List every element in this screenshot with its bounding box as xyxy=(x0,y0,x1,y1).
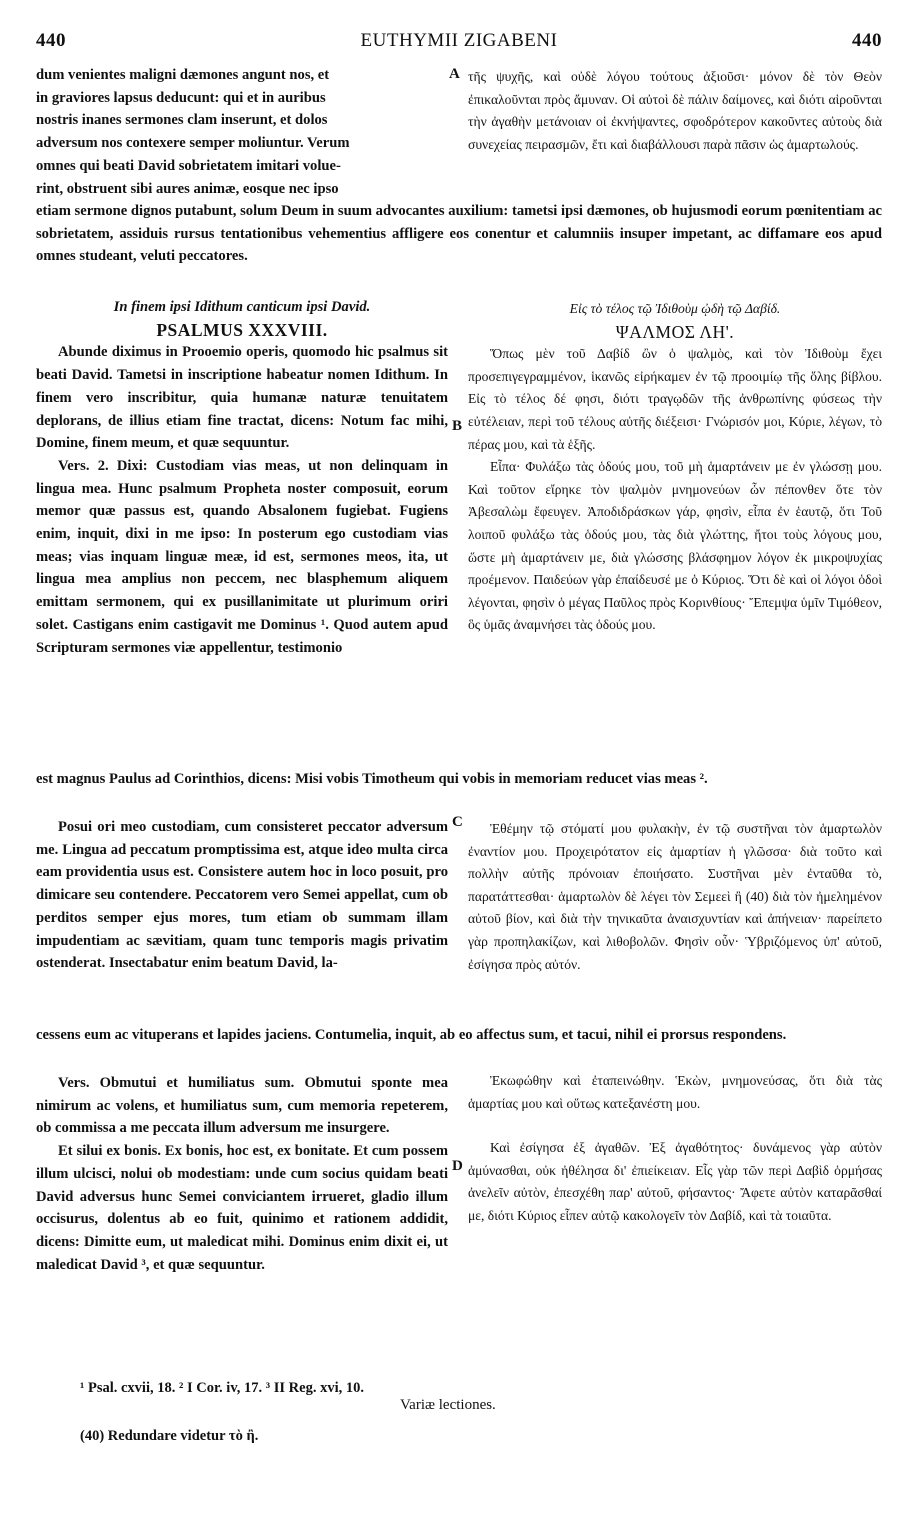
latin-column-2 xyxy=(36,816,448,1022)
greek-superscription: Εἰς τὸ τέλος τῷ Ἰδιθοὺμ ᾠδὴ τῷ Δαβίδ. xyxy=(569,301,781,316)
page-number-left: 440 xyxy=(36,30,66,51)
latin-top-line: dum venientes maligni dæmones angunt nos, et xyxy=(36,67,330,83)
latin-silui-paragraph: Et silui ex bonis. Ex bonis, hoc est, ex bonitate. Et cum possem illum ulcisci, nolui ob modestiam: unde cum socius quidam beati David adversus hunc Semei conviciantem irrueret, gladio illum occisurus, dolentus ab eo fuit, quinimo et rationem addidit, dicens: Dimitte eum, ut maledicat mihi. Dominus enim dixit ei, ut maledicat David ³, et quæ sequuntur. xyxy=(36,1143,448,1273)
latin-posui-paragraph: Posui ori meo custodiam, cum consisteret peccator adversum me. Lingua ad peccatum promptissima est, atque ideo multa circa eam providentia usus est. Consistere autem hoc in loco posuit, pro dimicare seu contendere. Peccatorem vero Semei appellat, cum ob perditos semper ejus mores, tum etiam ob summam illam impudentiam ac sævitiam, quam tunc temporis magis privatim ostenderat. Insectabatur enim beatum David, la- xyxy=(36,819,448,972)
variae-lectiones-heading: Variæ lectiones. xyxy=(400,1397,496,1413)
running-header xyxy=(36,30,882,56)
greek-column-1 xyxy=(468,298,882,774)
latin-column-1 xyxy=(36,296,448,774)
greek-column-3 xyxy=(468,1070,882,1368)
latin-top-line: omnes qui beati David sobrietatem imitari volue- xyxy=(36,157,341,174)
greek-top-column xyxy=(468,66,882,202)
margin-letter-c: C xyxy=(452,814,463,830)
latin-verse-2-continuation: est magnus Paulus ad Corinthios, dicens: Misi vobis Timotheum qui vobis in memoriam reducet vias meas ². xyxy=(36,771,708,787)
latin-top-line: in graviores lapsus deducunt: qui et in auribus xyxy=(36,89,326,106)
greek-verse-3-paragraph: Ἐκωφώθην καὶ ἐταπεινώθην. Ἑκὼν, μνημονεύσας, ὅτι διὰ τὰς ἁμαρτίας μου καὶ οὕτως κατεξανέστη μου. xyxy=(468,1073,882,1111)
latin-top-line: rint, obstruent sibi aures animæ, eosque nec ipso xyxy=(36,180,339,197)
latin-psalm-title: PSALMUS XXXVIII. xyxy=(156,319,328,340)
footnote-references: ¹ Psal. cxvii, 18. ² I Cor. iv, 17. ³ II Reg. xvi, 10. xyxy=(80,1380,364,1396)
margin-letter-b: B xyxy=(452,418,463,434)
latin-verse-3-paragraph: Vers. Obmutui et humiliatus sum. Obmutui sponte mea nimirum ac volens, et humiliatus sum, cum memoria repeterem, ob commissa a me peccata illum adversum me insurgere. xyxy=(36,1075,448,1137)
latin-intro-paragraph: Abunde diximus in Prooemio operis, quomodo hic psalmus sit beati David. Tametsi in inscriptione habeatur nomen Idithum. In finem vero inscribitur, quia humanæ naturæ tenuitatem deplorans, de illius etiam fine tractat, dicens: Notum fac mihi, Domine, finem meum, et quæ sequuntur. xyxy=(36,344,448,452)
latin-top-column xyxy=(36,64,444,202)
margin-letter-a: A xyxy=(449,66,460,82)
latin-column-3 xyxy=(36,1072,448,1368)
page-number-right: 440 xyxy=(852,30,882,51)
greek-column-2 xyxy=(468,818,882,1022)
latin-posui-continuation: cessens eum ac vituperans et lapides jaciens. Contumelia, inquit, ab eo affectus sum, et tacui, nihil ei prorsus respondens. xyxy=(36,1027,787,1043)
latin-top-line: adversum nos contexere semper moliuntur. Verum xyxy=(36,135,350,152)
greek-intro-paragraph: Ὅπως μὲν τοῦ Δαβίδ ὢν ὁ ψαλμὸς, καὶ τὸν Ἰδιθοὺμ ἔχει προσεπιγεγραμμένον, ἱκανῶς εἰρήκαμεν ἐν τῷ προοιμίῳ τῆς ὅλης βίβλου. Εἰς τὸ τέλος δέ φησι, διότι τραγῳδῶν τῆς ἀνθρωπίνης φύσεως τὴν εὐτέλειαν, περὶ τοῦ τέλους αὐτῆς διέξεισι· Γνώρισόν μοι, Κύριε, λέγων, τὸ πέρας μου, καὶ τὰ ἑξῆς. xyxy=(468,346,882,452)
greek-verse-2-paragraph: Εἶπα· Φυλάξω τὰς ὁδούς μου, τοῦ μὴ ἁμαρτάνειν με ἐν γλώσσῃ μου. Καὶ τοῦτον εἴρηκε τὸν ψαλμὸν μνημονεύων ὧν πέπονθεν ὅτε τὸν Ἀβεσαλὼμ ἔφευγεν. Ἀποδιδράσκων γάρ, φησὶν, εἶπα ἐν ἑαυτῷ, ὅτι Τοῦ λοιποῦ φυλάξω τὰς ὁδούς μου, τὰς διὰ γλώττης, ἤτοι τοὺς λόγους μου, ὥστε μὴ ἁμαρτάνειν με, διὰ γλώσσης βλάσφημον λόγον ἐκ μικροψυχίας προέμενον. Παιδεύων γὰρ ἐπαίδευσέ με ὁ Κύριος. Ὅτι δὲ καὶ οἱ λόγοι ὁδοὶ λέγονται, φησὶν ὁ μέγας Παῦλος πρὸς Κορινθίους· Ἔπεμψα ὑμῖν Τιμόθεον, ὃς ὑμᾶς ἀναμνήσει τὰς ὁδούς μου. xyxy=(468,459,882,633)
running-title: EUTHYMII ZIGABENI xyxy=(360,30,558,51)
latin-superscription: In finem ipsi Idithum canticum ipsi David. xyxy=(113,299,371,315)
greek-top-paragraph: τῆς ψυχῆς, καὶ οὐδὲ λόγου τούτους ἀξιοῦσι· μόνον δὲ τὸν Θεὸν ἐπικαλοῦνται πρὸς ἄμυναν. Οἱ αὐτοὶ δὲ πάλιν δαίμονες, καὶ διότι αἱροῦνται τὴν ἀγαθὴν μετάνοιαν οἱ ἐκνήψαντες, σφοδρότερον κακοῦντες αὐτοὺς διὰ συνεχείας πειρασμῶν, ἔτι καὶ διαβάλλουσι παρὰ πᾶσιν ὡς ἁμαρτωλούς. xyxy=(468,69,882,152)
greek-posui-paragraph: Ἐθέμην τῷ στόματί μου φυλακὴν, ἐν τῷ συστῆναι τὸν ἁμαρτωλὸν ἐναντίον μου. Προχειρότατον εἰς ἁμαρτίαν ἡ γλῶσσα· διὰ τοῦτο καὶ πολλὴν αὐτῆς πρόνοιαν ἐποιήσατο. Συστῆναι μὲν ἐνταῦθα τὸ, παρατάττεσθαι· ἁμαρτωλὸν δὲ λέγει τὸν Σεμεεὶ ἢ (40) διὰ τὸν ἠμελημένον αὐτοῦ βίον, καὶ διὰ τὴν τηνικαῦτα ἀναισχυντίαν καὶ ἀπήνειαν· παρείπετο γὰρ προπηλακίζων, καὶ λιθοβολῶν. Φησὶν οὖν· Ὑβριζόμενος ὑπ' αὐτοῦ, ἐσίγησα πρὸς αὐτόν. xyxy=(468,821,882,972)
footnote-40: (40) Redundare videtur τὸ ἢ. xyxy=(80,1428,259,1444)
greek-silui-paragraph: Καὶ ἐσίγησα ἐξ ἀγαθῶν. Ἐξ ἀγαθότητος· δυνάμενος γὰρ αὐτὸν ἀμύνασθαι, οὐκ ἠθέλησα δι' ἐπιείκειαν. Εἷς γὰρ τῶν περὶ Δαβὶδ ὁρμήσας ἀνελεῖν αὐτὸν, ἐπεσχέθη παρ' αὐτοῦ, φήσαντος· Ἄφετε αὐτὸν καταρᾶσθαί με, διότι Κύριος εἶπεν αὐτῷ κακολογεῖν τὸν Δαβίδ, καὶ τὰ τοιαῦτα. xyxy=(468,1140,882,1223)
latin-full-width-paragraph: etiam sermone dignos putabunt, solum Deum in suum advocantes auxilium: tametsi ipsi dæmones, ob hujusmodi eorum pœnitentiam ac sobrietatem, assiduis rursus tentationibus vehementius affligere eos conentur et calumniis insuper impetant, ac diffamare eos apud omnes studeant, veluti peccatores. xyxy=(36,203,882,265)
latin-top-line: nostris inanes sermones clam inserunt, et dolos xyxy=(36,112,328,129)
greek-psalm-title: ΨΑΛΜΟΣ ΛΗ'. xyxy=(615,321,735,342)
margin-letter-d: D xyxy=(452,1158,463,1174)
latin-verse-2-paragraph: Vers. 2. Dixi: Custodiam vias meas, ut non delinquam in lingua mea. Hunc psalmum Propheta noster composuit, eorum memor quæ passus est, quando Absalonem fugiebat. Fugiens enim, inquit, dixi in me ipso: In posterum ego custodiam vias meas; vias inquam linguæ meæ, id est, sermones meos, ita, ut lingua mea amplius non peccem, nec blasphemum aliquem emittam sermonem, qui ex pusillanimitate ut plurimum oriri solet. Castigans enim castigavit me Dominus ¹. Quod autem apud Scripturam sermones viæ appellentur, testimonio xyxy=(36,457,448,656)
